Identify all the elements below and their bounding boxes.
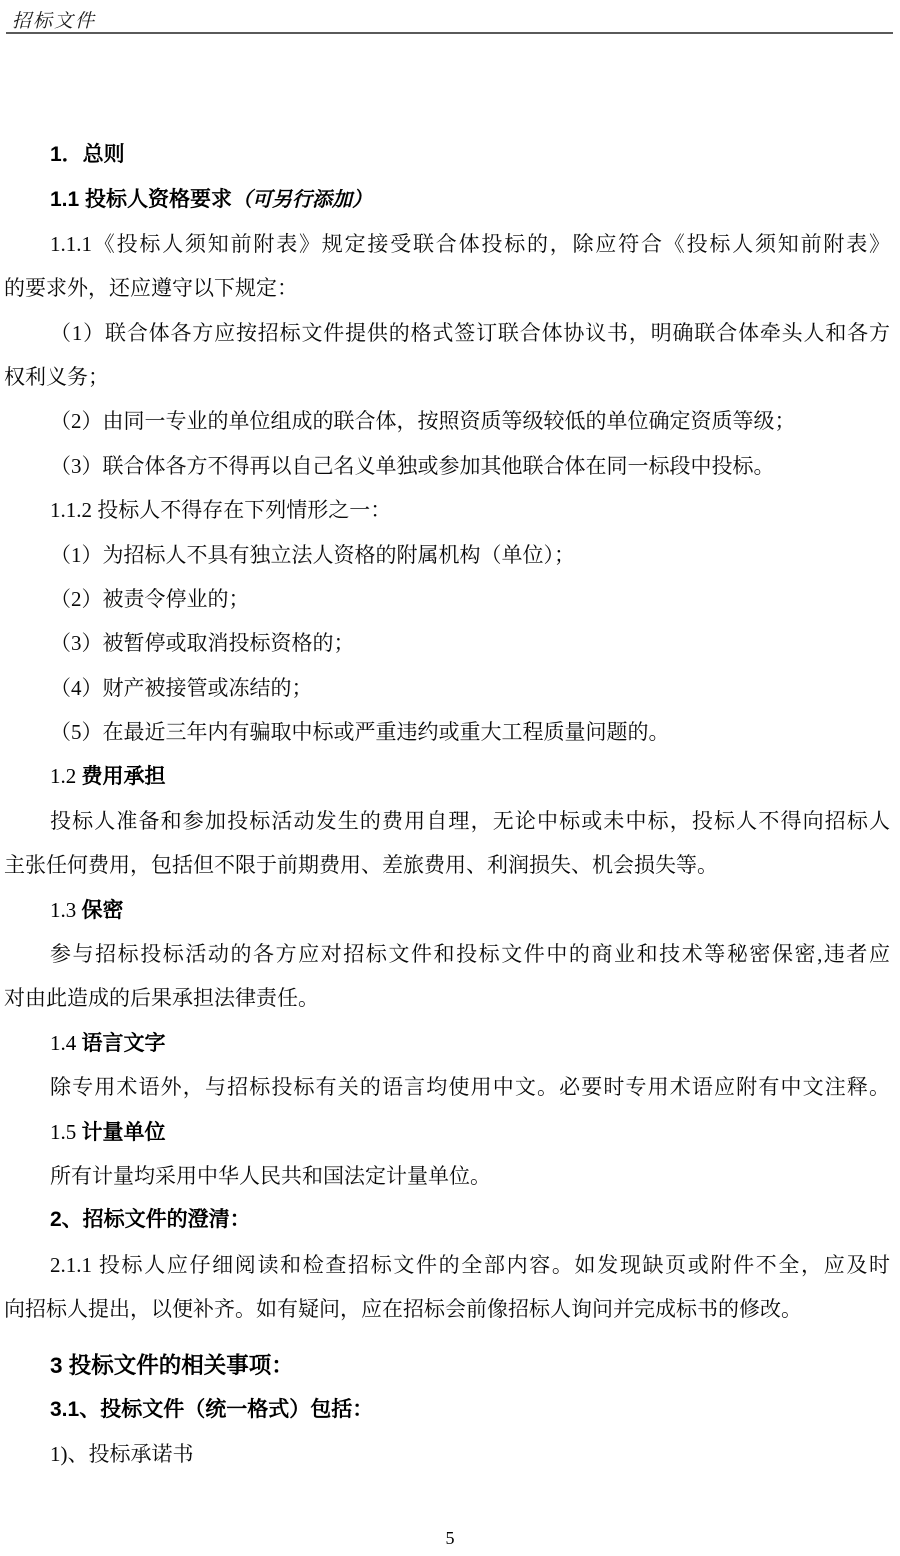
paragraph-language: 除专用术语外，与招标投标有关的语言均使用中文。必要时专用术语应附有中文注释。 xyxy=(50,1075,890,1100)
page-header xyxy=(6,0,893,34)
paragraph-secrecy-line2: 对由此造成的后果承担法律责任。 xyxy=(4,986,319,1011)
heading-1-4 xyxy=(4,1021,890,1065)
heading-1-3 xyxy=(4,888,890,932)
situation-5: （5）在最近三年内有骗取中标或严重违约或重大工程质量问题的。 xyxy=(50,720,670,745)
heading-1-4-number: 1.4 xyxy=(50,1030,82,1055)
item-3: （3）联合体各方不得再以自己名义单独或参加其他联合体在同一标段中投标。 xyxy=(50,453,775,478)
header-title: 招标文件 xyxy=(12,10,97,32)
paragraph-secrecy-line1: 参与招标投标活动的各方应对招标文件和投标文件中的商业和技术等秘密保密,违者应 xyxy=(50,942,890,967)
heading-1-3-number: 1.3 xyxy=(50,897,82,922)
list-item-commitment: 1)、投标承诺书 xyxy=(50,1442,194,1467)
document-body xyxy=(4,133,890,1477)
heading-2-clarification: 2、招标文件的澄清： xyxy=(50,1208,251,1232)
heading-1-5-number: 1.5 xyxy=(50,1119,82,1144)
heading-1-1-note: （可另行添加） xyxy=(232,187,373,212)
heading-1-general: 1．总则 xyxy=(50,143,125,166)
heading-1-1-label: 1.1 投标人资格要求 xyxy=(50,188,233,212)
heading-1-4-label: 语言文字 xyxy=(81,1031,166,1055)
heading-1-5 xyxy=(4,1110,890,1154)
paragraph-2-1-1-line1: 2.1.1 投标人应仔细阅读和检查招标文件的全部内容。如发现缺页或附件不全，应及时 xyxy=(50,1252,890,1277)
paragraph-1-1-2: 1.1.2 投标人不得存在下列情形之一： xyxy=(50,498,392,523)
heading-1-2-number: 1.2 xyxy=(50,764,82,789)
item-1-line2: 权利义务； xyxy=(4,364,109,389)
heading-1-2 xyxy=(4,754,890,798)
situation-4: （4）财产被接管或冻结的； xyxy=(50,675,313,700)
situation-1: （1）为招标人不具有独立法人资格的附属机构（单位）； xyxy=(50,542,575,567)
heading-3-matters: 3 投标文件的相关事项： xyxy=(50,1352,294,1378)
paragraph-2-1-1-line2: 向招标人提出，以便补齐。如有疑问，应在招标会前像招标人询问并完成标书的修改。 xyxy=(4,1297,802,1322)
situation-3: （3）被暂停或取消投标资格的； xyxy=(50,631,355,656)
situation-2: （2）被责令停业的； xyxy=(50,586,250,611)
paragraph-cost-line1: 投标人准备和参加投标活动发生的费用自理，无论中标或未中标，投标人不得向招标人 xyxy=(50,808,890,833)
paragraph-1-1-1-line2: 的要求外，还应遵守以下规定： xyxy=(4,276,298,301)
heading-3-1-format: 3.1、投标文件（统一格式）包括： xyxy=(50,1397,374,1421)
heading-1-2-label: 费用承担 xyxy=(81,765,166,789)
paragraph-cost-line2: 主张任何费用，包括但不限于前期费用、差旅费用、利润损失、机会损失等。 xyxy=(4,853,718,878)
page-number: 5 xyxy=(445,1528,455,1548)
paragraph-1-1-1-line1: 1.1.1《投标人须知前附表》规定接受联合体投标的，除应符合《投标人须知前附表》 xyxy=(50,231,890,256)
heading-1-5-label: 计量单位 xyxy=(81,1120,166,1144)
item-1-line1: （1）联合体各方应按招标文件提供的格式签订联合体协议书，明确联合体牵头人和各方 xyxy=(50,320,890,345)
heading-1-3-label: 保密 xyxy=(81,898,124,922)
heading-1-1 xyxy=(4,177,890,221)
page-footer xyxy=(0,1528,900,1549)
paragraph-units: 所有计量均采用中华人民共和国法定计量单位。 xyxy=(50,1163,491,1188)
item-2: （2）由同一专业的单位组成的联合体，按照资质等级较低的单位确定资质等级； xyxy=(50,409,796,434)
